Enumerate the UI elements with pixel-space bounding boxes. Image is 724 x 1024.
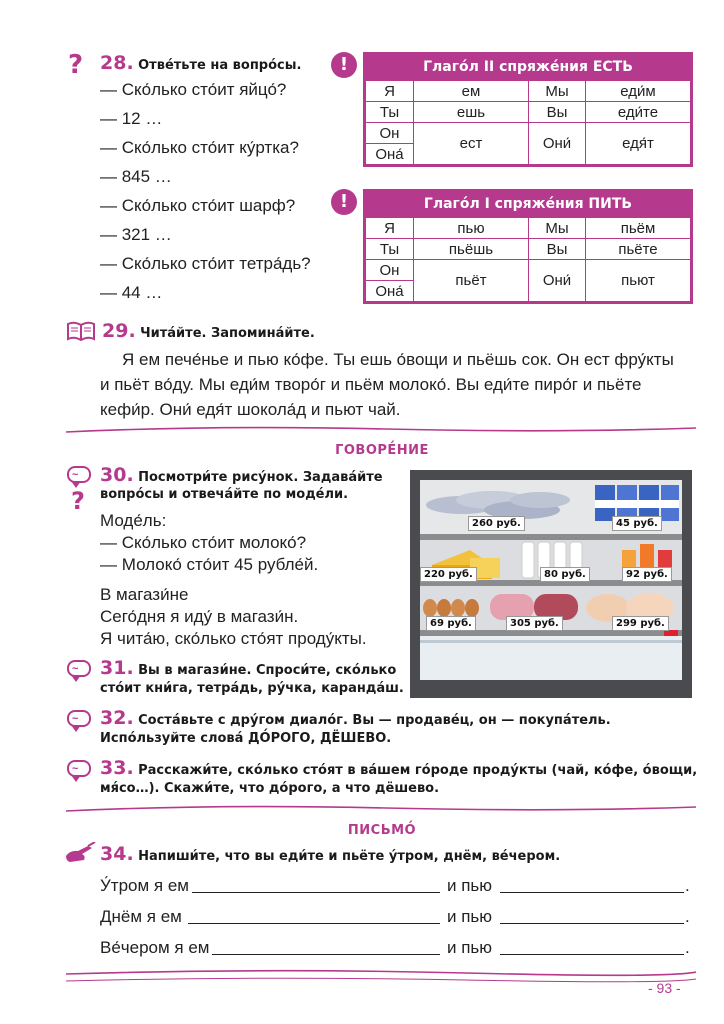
ex28-dialogue: [100, 80, 340, 312]
fill-end: .: [685, 907, 690, 926]
answer-blank[interactable]: [192, 879, 440, 893]
table-cell: Я: [366, 218, 414, 239]
table-cell: пью: [414, 218, 529, 239]
ex33: [100, 757, 720, 796]
table-cell: Он: [366, 260, 414, 281]
ex34-header: [100, 843, 560, 865]
answer-blank[interactable]: [500, 879, 684, 893]
shop-line: Сего́дня я иду́ в магази́н.: [100, 607, 299, 626]
price-tag-cheese: 220 руб.: [420, 567, 477, 582]
dialogue-line: — Ско́лько сто́ит ку́ртка?: [100, 138, 299, 157]
exercise-instruction: Посмотри́те рису́нок. Задава́йте: [138, 470, 383, 485]
fill-label: Ве́чером я ем: [100, 938, 210, 957]
dialogue-line: — 12 …: [100, 109, 163, 128]
table-cell: ем: [414, 81, 529, 102]
dialogue-line: — 321 …: [100, 225, 172, 244]
answer-blank[interactable]: [212, 941, 440, 955]
fill-row: [100, 907, 700, 931]
table-cell: Они́: [529, 260, 586, 302]
table-cell: Ты: [366, 102, 414, 123]
exercise-number: 32.: [100, 707, 134, 729]
exercise-number: 28.: [100, 52, 134, 74]
table-row: [366, 123, 691, 144]
dialogue-line: — Ско́лько сто́ит яйцо́?: [100, 80, 287, 99]
ex29-header: [102, 320, 315, 342]
exercise-instruction: Вы в магази́не. Спроси́те, ско́лько: [138, 663, 397, 678]
table-row: [366, 239, 691, 260]
dialogue-line: — Ско́лько сто́ит шарф?: [100, 196, 296, 215]
exercise-number: 34.: [100, 843, 134, 865]
exercise-instruction: вопро́сы и отвеча́йте по моде́ли.: [100, 487, 349, 502]
exercise-number: 33.: [100, 757, 134, 779]
book-icon: [66, 321, 96, 341]
fill-row: [100, 876, 700, 900]
table-cell: пьёте: [586, 239, 691, 260]
conjugation-table-est: [363, 52, 693, 167]
table-cell: Она́: [366, 281, 414, 302]
price-tag-milk: 80 руб.: [540, 567, 590, 582]
question-icon: ?: [68, 50, 84, 80]
ex30-model: [100, 511, 400, 651]
section-divider: [66, 802, 696, 816]
footer-divider: [66, 968, 696, 986]
ex31: [100, 657, 420, 696]
table-cell: Я: [366, 81, 414, 102]
page-number: - 93 -: [648, 980, 681, 996]
model-line: — Ско́лько сто́ит молоко́?: [100, 533, 307, 552]
fill-label: У́тром я ем: [100, 876, 189, 895]
exercise-instruction: Расскажи́те, ско́лько сто́ят в ва́шем го́роде проду́кты (чай, ко́фе, о́вощи,: [138, 763, 698, 778]
table-cell: едя́т: [586, 123, 691, 165]
fill-label: Днём я ем: [100, 907, 182, 926]
table-cell: пьёт: [414, 260, 529, 302]
section-heading-writing: ПИСЬМО́: [347, 823, 417, 838]
speech-icon: ~: [67, 466, 91, 483]
ex32: [100, 707, 700, 746]
table-cell: Мы: [529, 81, 586, 102]
table-cell: Мы: [529, 218, 586, 239]
fill-label: и пью: [447, 876, 493, 895]
ex30-header: [100, 464, 400, 502]
exercise-instruction: Чита́йте. Запомина́йте.: [140, 326, 315, 341]
exercise-instruction: Напиши́те, что вы еди́те и пьёте у́тром, днём, ве́чером.: [138, 849, 561, 864]
table-cell: Он: [366, 123, 414, 144]
table-cell: Ты: [366, 239, 414, 260]
fill-row: [100, 938, 700, 962]
table-row: [366, 102, 691, 123]
exercise-instruction: Испо́льзуйте слова́ ДО́РОГО, ДЁШЕВО.: [100, 731, 392, 746]
table-row: [366, 81, 691, 102]
table-title: Глаго́л II спряже́ния ЕСТЬ: [365, 54, 691, 80]
table-cell: Они́: [529, 123, 586, 165]
fill-end: .: [685, 876, 690, 895]
table-row: [366, 260, 691, 281]
price-tag-fish: 260 руб.: [468, 516, 525, 531]
table-title: Глаго́л I спряже́ния ПИТЬ: [365, 191, 691, 217]
ex29-text: [100, 350, 700, 425]
shop-line: Я чита́ю, ско́лько сто́ят проду́кты.: [100, 629, 367, 648]
model-line: — Молоко́ сто́ит 45 рубле́й.: [100, 555, 319, 574]
exercise-instruction: мя́со…). Скажи́те, что до́рого, а что дёшево.: [100, 781, 440, 796]
exercise-number: 30.: [100, 464, 134, 486]
dialogue-line: — Ско́лько сто́ит тетра́дь?: [100, 254, 311, 273]
fill-end: .: [685, 938, 690, 957]
exercise-instruction: Отве́тьте на вопро́сы.: [138, 58, 302, 73]
exercise-instruction: сто́ит кни́га, тетра́дь, ру́чка, каранда́ш.: [100, 681, 404, 696]
table-cell: ешь: [414, 102, 529, 123]
answer-blank[interactable]: [188, 910, 440, 924]
table-cell: пьём: [586, 218, 691, 239]
price-tag-kefir: 45 руб.: [612, 516, 662, 531]
speech-icon: ~: [67, 660, 91, 677]
question-icon: ?: [71, 487, 85, 515]
table-cell: Она́: [366, 144, 414, 165]
model-label: Моде́ль:: [100, 511, 167, 530]
table-cell: Вы: [529, 239, 586, 260]
exercise-number: 31.: [100, 657, 134, 679]
table-cell: пьёшь: [414, 239, 529, 260]
text-line: Я ем пече́нье и пью ко́фе. Ты ешь о́вощи и пьёшь сок. Он ест фру́кты: [122, 350, 674, 369]
section-divider: [66, 423, 696, 437]
speech-icon: ~: [67, 760, 91, 777]
shop-fridge-illustration: [410, 470, 692, 698]
table-cell: ест: [414, 123, 529, 165]
price-tag-chicken: 299 руб.: [612, 616, 669, 631]
exclamation-icon: !: [331, 52, 357, 78]
table-cell: пьют: [586, 260, 691, 302]
price-tag-sausage: 305 руб.: [506, 616, 563, 631]
price-tag-juice: 92 руб.: [622, 567, 672, 582]
conjugation-table-pit: [363, 189, 693, 304]
dialogue-line: — 44 …: [100, 283, 163, 302]
exclamation-icon: !: [331, 189, 357, 215]
price-tag-eggs: 69 руб.: [426, 616, 476, 631]
exercise-instruction: Соста́вьте с дру́гом диало́г. Вы — продаве́ц, он — покупа́тель.: [138, 713, 611, 728]
table-cell: еди́м: [586, 81, 691, 102]
table-row: [366, 218, 691, 239]
exercise-number: 29.: [102, 320, 136, 342]
fill-label: и пью: [447, 938, 493, 957]
speech-icon: ~: [67, 710, 91, 727]
table-cell: Вы: [529, 102, 586, 123]
text-line: и пьёт во́ду. Мы еди́м творо́г и пьём молоко́. Вы еди́те пиро́г и пьёте: [100, 375, 642, 394]
fill-label: и пью: [447, 907, 493, 926]
dialogue-line: — 845 …: [100, 167, 172, 186]
writing-hand-icon: [64, 842, 96, 864]
table-cell: еди́те: [586, 102, 691, 123]
ex28-header: [100, 52, 301, 74]
answer-blank[interactable]: [500, 941, 684, 955]
text-line: кефи́р. Они́ едя́т шокола́д и пьют чай.: [100, 400, 401, 419]
shop-label: В магази́не: [100, 585, 189, 604]
section-heading-speaking: ГОВОРЕ́НИЕ: [335, 443, 429, 458]
answer-blank[interactable]: [500, 910, 684, 924]
